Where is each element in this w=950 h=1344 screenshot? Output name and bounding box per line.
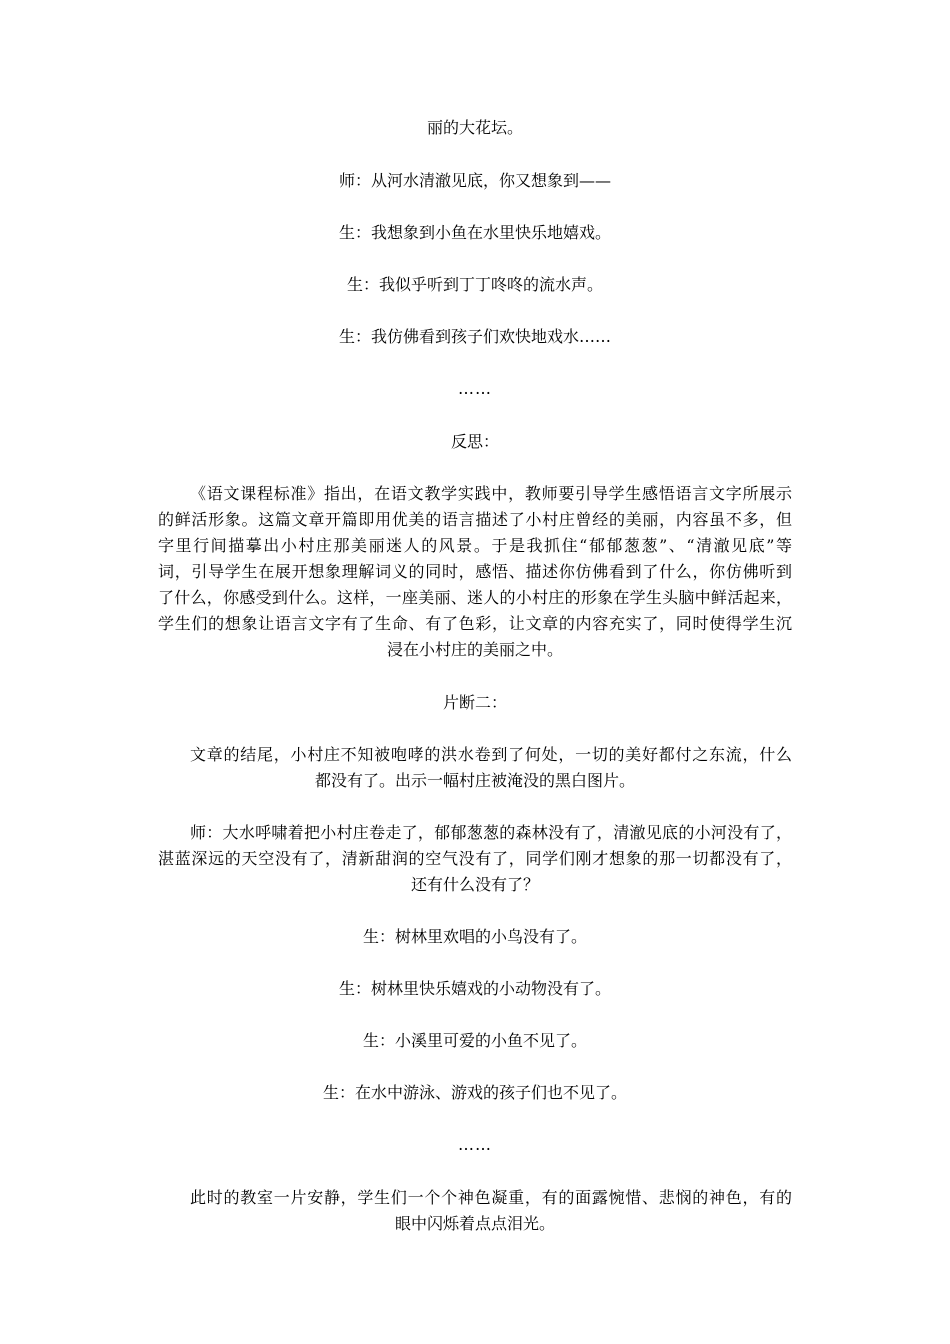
paragraph-line: 湛蓝深远的天空没有了，清新甜润的空气没有了，同学们刚才想象的那一切都没有了，: [158, 849, 792, 868]
paragraph-line: 师：大水呼啸着把小村庄卷走了，郁郁葱葱的森林没有了，清澈见底的小河没有了，: [190, 823, 792, 842]
ellipsis-line: ……: [458, 379, 492, 398]
paragraph-line: 学生们的想象让语言文字有了生命、有了色彩，让文章的内容充实了，同时使得学生沉: [158, 614, 792, 633]
paragraph-line: 眼中闪烁着点点泪光。: [394, 1214, 555, 1233]
paragraph-line: 都没有了。出示一幅村庄被淹没的黑白图片。: [314, 771, 635, 790]
student-line: 生：我仿佛看到孩子们欢快地戏水……: [338, 327, 611, 346]
paragraph-line: 浸在小村庄的美丽之中。: [386, 640, 563, 659]
paragraph-line: 《语文课程标准》指出，在语文教学实践中，教师要引导学生感悟语言文字所展示: [190, 484, 792, 503]
student-line: 生：在水中游泳、游戏的孩子们也不见了。: [322, 1083, 627, 1102]
student-line: 生：树林里欢唱的小鸟没有了。: [362, 927, 587, 946]
paragraph-line: 词，引导学生在展开想象理解词义的同时，感悟、描述你仿佛看到了什么，你仿佛听到: [158, 562, 792, 581]
student-line: 生：我似乎听到丁丁咚咚的流水声。: [346, 275, 603, 294]
student-line: 生：树林里快乐嬉戏的小动物没有了。: [338, 979, 611, 998]
paragraph-line: 的鲜活形象。这篇文章开篇即用优美的语言描述了小村庄曾经的美丽，内容虽不多，但: [158, 510, 792, 529]
paragraph-line: 还有什么没有了？: [410, 875, 539, 894]
student-line: 生：我想象到小鱼在水里快乐地嬉戏。: [338, 223, 611, 242]
section-heading-reflection: 反思：: [450, 432, 499, 451]
paragraph-line: 文章的结尾，小村庄不知被咆哮的洪水卷到了何处，一切的美好都付之东流，什么: [190, 745, 792, 764]
ellipsis-line: ……: [458, 1135, 492, 1154]
student-line: 生：小溪里可爱的小鱼不见了。: [362, 1031, 587, 1050]
text-line: 丽的大花坛。: [426, 118, 523, 137]
teacher-line: 师：从河水清澈见底，你又想象到——: [338, 171, 611, 190]
paragraph-line: 此时的教室一片安静，学生们一个个神色凝重，有的面露惋惜、悲悯的神色，有的: [190, 1188, 792, 1207]
section-heading-fragment-two: 片断二：: [442, 693, 507, 712]
paragraph-line: 字里行间描摹出小村庄那美丽迷人的风景。于是我抓住“郁郁葱葱”、“清澈见底”等: [158, 536, 792, 555]
paragraph-line: 了什么，你感受到什么。这样，一座美丽、迷人的小村庄的形象在学生头脑中鲜活起来，: [158, 588, 792, 607]
